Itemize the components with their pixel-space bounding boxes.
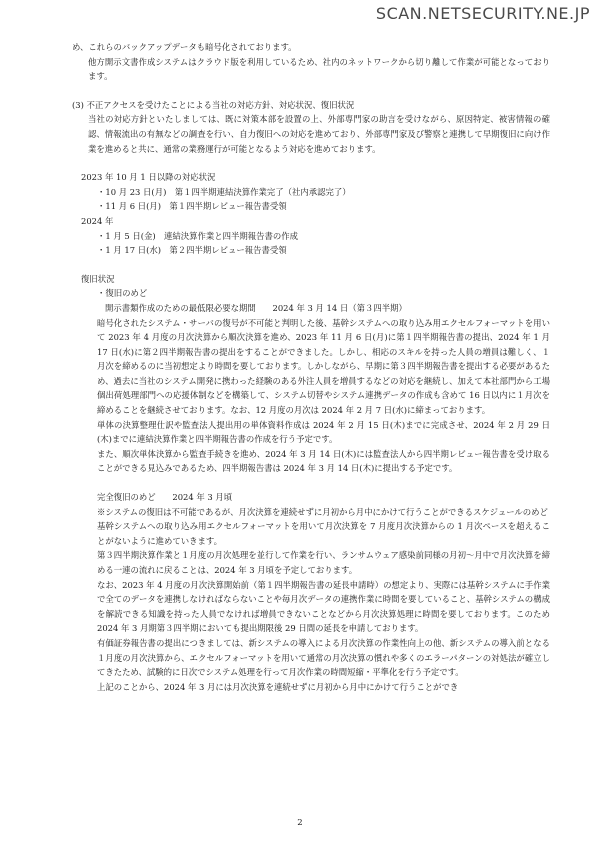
recovery-paragraph-1: 暗号化されたシステム・サーバの復号が不可能と判明した後、基幹システムへの取り込み用エクセルフォーマットを用いて 2023 年 4 月度の月次決算から順次決算を進め、2023 年 11 月 6 日(月)に第１四半期報告書の提出、2024 年 1 月 17 日(水)に第２四半期報告書の提出をすることができました。しかし、相応のスキルを持った人員の増員は難しく、１月次を締めるのに当初想定より時間を要しております。しかしながら、早期に第３四半期報告書を提出する必要があるため、過去に当社のシステム開発に携わった経験のある外注人員を増員するなどの対応を継続し、加えて本社部門から工場個出荷処理部門への応援体制などを構築して、システム切替やシステム連携データの作成も含めて 16 日以内に１月次を締めることを継続させております。なお、12 月度の月次は 2024 年 2 月 7 日(水)に締まっております。 bbox=[97, 317, 550, 416]
full-recovery-paragraph-1: 基幹システムへの取り込み用エクセルフォーマットを用いて月次決算を 7 月度月次決算からの 1 月次ペースを超えることがないように進めていきます。 bbox=[97, 521, 550, 546]
status-heading-2023: 2023 年 10 月 1 日以降の対応状況 bbox=[81, 172, 216, 183]
page-number: 2 bbox=[297, 818, 303, 828]
section-3-heading: (3) 不正アクセスを受けたことによる当社の対応方針、対応状況、復旧状況 bbox=[72, 99, 355, 110]
full-recovery-paragraph-4: 有価証券報告書の提出につきましては、新システムの導入による月次決算の作業性向上の他、新システムの導入前となる１月度の月次決算から、エクセルフォーマットを用いて通常の月次決算の慣れや多くのエラーパターンの対処法が確立してきたため、試験的に日次でシステム処理を行って月次作業の時間短縮・平準化を行う予定です。 bbox=[97, 637, 550, 678]
full-recovery-paragraph-5: 上記のことから、2024 年 3 月には月次決算を連続せずに月初から月中にかけて行うことができ bbox=[97, 681, 459, 692]
paragraph-continuation: め、これらのバックアップデータも暗号化されております。 bbox=[72, 42, 297, 52]
recovery-paragraph-3: また、順次単体決算から監査手続きを進め、2024 年 3 月 14 日(木)には監査法人から四半期レビュー報告書を受け取ることができる見込みであるため、四半期報告書は 2024 年 3 月 14 日(木)に提出する予定です。 bbox=[97, 448, 550, 474]
status-item-jan5: ・1 月 5 日(金) 連結決算作業と四半期報告書の作成 bbox=[97, 230, 299, 241]
full-recovery-heading: 完全復旧のめど 2024 年 3 月頃 bbox=[97, 492, 233, 503]
status-item-nov6: ・11 月 6 日(月) 第１四半期レビュー報告書受領 bbox=[97, 201, 287, 212]
recovery-paragraph-2: 単体の決算整理仕訳や監査法人提出用の単体資料作成は 2024 年 2 月 15 日(木)までに完成させ、2024 年 2 月 29 日(木)までに連結決算作業と四半期報告書の作成を行う予定です。 bbox=[97, 419, 550, 445]
recovery-minimum-period: 開示書類作成のための最低限必要な期間 2024 年 3 月 14 日（第３四半期） bbox=[105, 302, 407, 313]
site-watermark: SCAN.NETSECURITY.NE.JP bbox=[375, 4, 590, 23]
status-item-jan17: ・1 月 17 日(水) 第２四半期レビュー報告書受領 bbox=[97, 245, 287, 256]
section-3-policy-text: 当社の対応方針といたしましては、既に対策本部を設置の上、外部専門家の助言を受けながら、原因特定、被害情報の確認、情報流出の有無などの調査を行い、自力復旧への対応を進めており、外部専門家及び警察と連携して早期復旧に向け作業を進めると共に、通常の業務運行が可能となるよう対応を進めております。 bbox=[88, 114, 550, 154]
paragraph-cloud-system: 他方開示文書作成システムはクラウド版を利用しているため、社内のネットワークから切り離して作業が可能となっております。 bbox=[88, 56, 550, 82]
status-heading-2024: 2024 年 bbox=[81, 215, 114, 226]
document-body bbox=[72, 40, 550, 694]
status-item-oct23: ・10 月 23 日(月) 第１四半期連結決算作業完了（社内承認完了） bbox=[97, 186, 351, 197]
full-recovery-paragraph-2: 第３四半期決算作業と１月度の月次処理を並行して作業を行い、ランサムウェア感染前同様の月初～月中で月次決算を締める一連の流れに戻ることは、2024 年 3 月頃を予定しております。 bbox=[97, 550, 550, 575]
recovery-subheading: ・復旧のめど bbox=[97, 288, 148, 299]
full-recovery-paragraph-3: なお、2023 年 4 月度の月次決算開始前（第１四半期報告書の延長申請時）の想定より、実際には基幹システムに手作業で全てのデータを連携しなければならないことや毎月次データの連携作業に時間を要していること、基幹システムの構成を解読できる知識を持った人員でなければ増員できないことなどから月次決算処理に時間を要しております。このため 2024 年 3 月期第３四半期においても提出期限後 29 日間の延長を申請しております。 bbox=[97, 579, 550, 634]
full-recovery-note: ※システムの復旧は不可能であるが、月次決算を連続せずに月初から月中にかけて行うことができるスケジュールのめど bbox=[97, 506, 548, 517]
recovery-heading: 復旧状況 bbox=[81, 273, 115, 284]
